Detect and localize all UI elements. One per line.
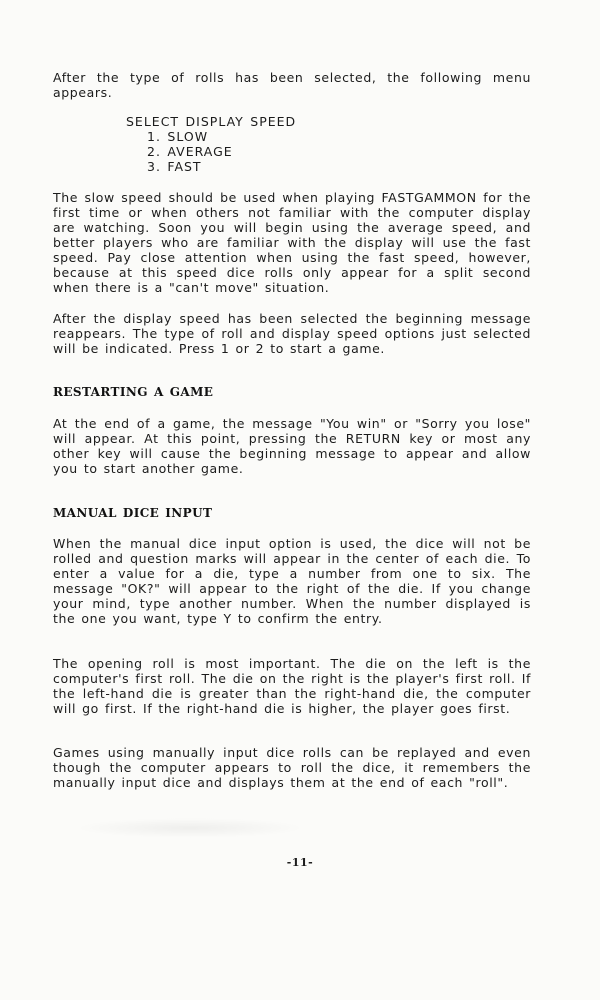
manual-dice-paragraph-3: Games using manually input dice rolls can be replayed and even though the computer appears to roll the dice, it remembers the manually input dice and displays them at the end of each "roll". [53,745,531,790]
manual-dice-paragraph-2: The opening roll is most important. The die on the left is the computer's first roll. The die on the right is the player's first roll. If the left-hand die is greater than the right-hand die, the computer will go first. If the right-hand die is higher, the player goes first. [53,656,531,716]
restarting-paragraph: At the end of a game, the message "You win" or "Sorry you lose" will appear. At this point, pressing the RETURN key or most any other key will cause the beginning message to appear and allow you to start another game. [53,416,531,476]
restarting-heading: RESTARTING A GAME [53,385,214,399]
menu-title: SELECT DISPLAY SPEED [126,114,297,129]
intro-paragraph: After the type of rolls has been selected, the following menu appears. [53,70,531,100]
scan-smudge [75,818,305,838]
menu-item-slow: 1. SLOW [147,129,209,144]
after-speed-paragraph: After the display speed has been selected the beginning message reappears. The type of roll and display speed options just selected will be indicated. Press 1 or 2 to start a game. [53,311,531,356]
display-speed-menu [126,114,296,174]
speed-paragraph: The slow speed should be used when playing FASTGAMMON for the first time or when others not familiar with the computer display are watching. Soon you will begin using the average speed, and better players who are familiar with the display will use the fast speed. Pay close attention when using the fast speed, however, because at this speed dice rolls only appear for a split second when there is a "can't move" situation. [53,190,531,295]
page-number: -11- [286,856,314,869]
manual-dice-paragraph-1: When the manual dice input option is used, the dice will not be rolled and question marks will appear in the center of each die. To enter a value for a die, type a number from one to six. The message "OK?" will appear to the right of the die. If you change your mind, type another number. When the number displayed is the one you want, type Y to confirm the entry. [53,536,531,626]
manual-dice-heading: MANUAL DICE INPUT [53,506,213,520]
menu-item-fast: 3. FAST [147,159,202,174]
menu-item-average: 2. AVERAGE [147,144,233,159]
